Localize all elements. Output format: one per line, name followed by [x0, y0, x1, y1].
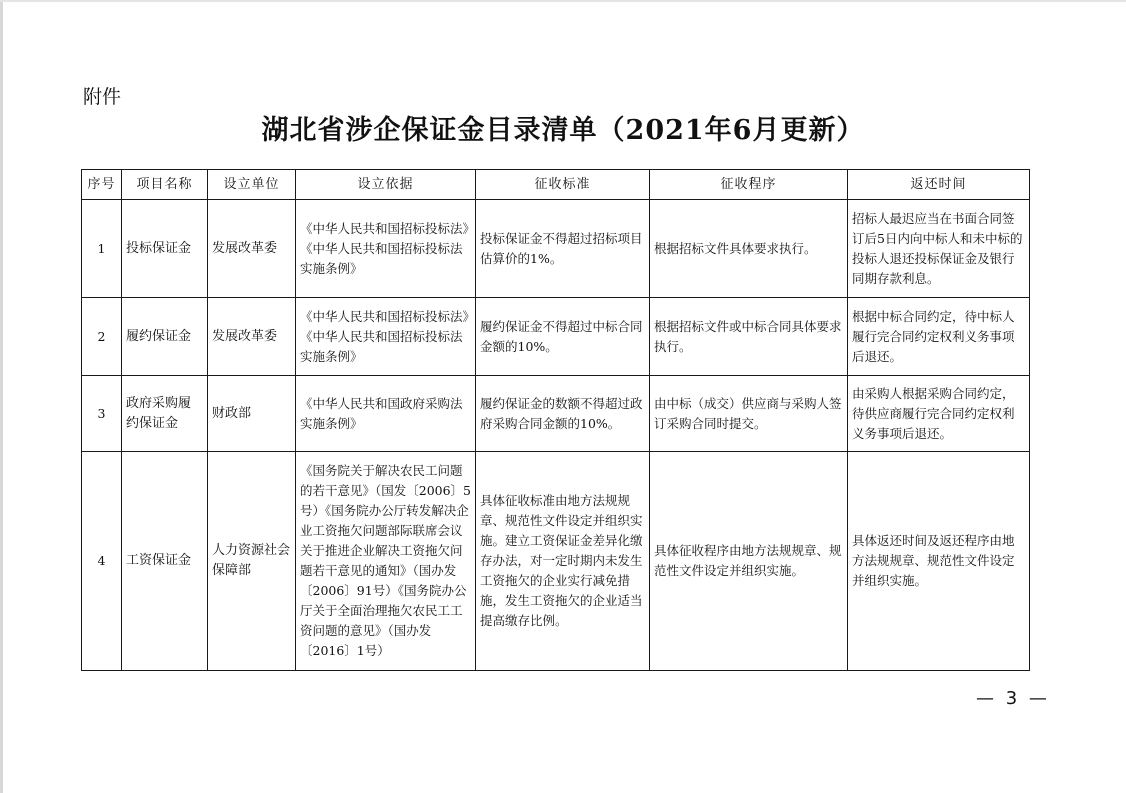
header-refund: 返还时间: [848, 170, 1030, 200]
cell-standard: 履约保证金的数额不得超过政府采购合同金额的10%。: [476, 376, 650, 452]
cell-name: 投标保证金: [122, 200, 208, 298]
cell-basis: 《中华人民共和国招标投标法》《中华人民共和国招标投标法实施条例》: [296, 298, 476, 376]
cell-seq: 2: [82, 298, 122, 376]
cell-basis: 《中华人民共和国招标投标法》《中华人民共和国招标投标法实施条例》: [296, 200, 476, 298]
cell-unit: 财政部: [208, 376, 296, 452]
table-header-row: [82, 170, 1030, 200]
cell-name: 履约保证金: [122, 298, 208, 376]
cell-unit: 发展改革委: [208, 298, 296, 376]
header-seq: 序号: [82, 170, 122, 200]
deposit-catalog-table: [81, 169, 1030, 671]
cell-seq: 1: [82, 200, 122, 298]
cell-basis: 《国务院关于解决农民工问题的若干意见》（国发〔2006〕5号）《国务院办公厅转发解决企业工资拖欠问题部际联席会议关于推进企业解决工资拖欠问题若干意见的通知》（国办发〔2006〕91号）《国务院办公厅关于全面治理拖欠农民工工资问题的意见》（国办发〔2016〕1号）: [296, 452, 476, 671]
cell-refund: 根据中标合同约定，待中标人履行完合同约定权利义务事项后退还。: [848, 298, 1030, 376]
attachment-label: 附件: [83, 86, 122, 108]
cell-procedure: 根据招标文件具体要求执行。: [650, 200, 848, 298]
cell-name: 政府采购履约保证金: [122, 376, 208, 452]
header-basis: 设立依据: [296, 170, 476, 200]
cell-refund: 由采购人根据采购合同约定，待供应商履行完合同约定权利义务事项后退还。: [848, 376, 1030, 452]
cell-procedure: 由中标（成交）供应商与采购人签订采购合同时提交。: [650, 376, 848, 452]
cell-standard: 履约保证金不得超过中标合同金额的10%。: [476, 298, 650, 376]
header-procedure: 征收程序: [650, 170, 848, 200]
cell-refund: 招标人最迟应当在书面合同签订后5日内向中标人和未中标的投标人退还投标保证金及银行同期存款利息。: [848, 200, 1030, 298]
table-row: [82, 376, 1030, 452]
cell-procedure: 根据招标文件或中标合同具体要求执行。: [650, 298, 848, 376]
cell-seq: 3: [82, 376, 122, 452]
table-row: [82, 200, 1030, 298]
header-name: 项目名称: [122, 170, 208, 200]
table-row: [82, 298, 1030, 376]
cell-procedure: 具体征收程序由地方法规规章、规范性文件设定并组织实施。: [650, 452, 848, 671]
page-title: 湖北省涉企保证金目录清单（2021年6月更新）: [261, 115, 865, 146]
cell-refund: 具体返还时间及返还程序由地方法规规章、规范性文件设定并组织实施。: [848, 452, 1030, 671]
cell-unit: 发展改革委: [208, 200, 296, 298]
cell-name: 工资保证金: [122, 452, 208, 671]
cell-standard: 投标保证金不得超过招标项目估算价的1%。: [476, 200, 650, 298]
cell-basis: 《中华人民共和国政府采购法实施条例》: [296, 376, 476, 452]
scan-edge: [0, 0, 1126, 2]
cell-seq: 4: [82, 452, 122, 671]
header-standard: 征收标准: [476, 170, 650, 200]
cell-unit: 人力资源社会保障部: [208, 452, 296, 671]
cell-standard: 具体征收标准由地方法规规章、规范性文件设定并组织实施。建立工资保证金差异化缴存办法，对一定时期内未发生工资拖欠的企业实行减免措施，发生工资拖欠的企业适当提高缴存比例。: [476, 452, 650, 671]
page-number: — 3 —: [976, 688, 1050, 709]
table-row: [82, 452, 1030, 671]
header-unit: 设立单位: [208, 170, 296, 200]
